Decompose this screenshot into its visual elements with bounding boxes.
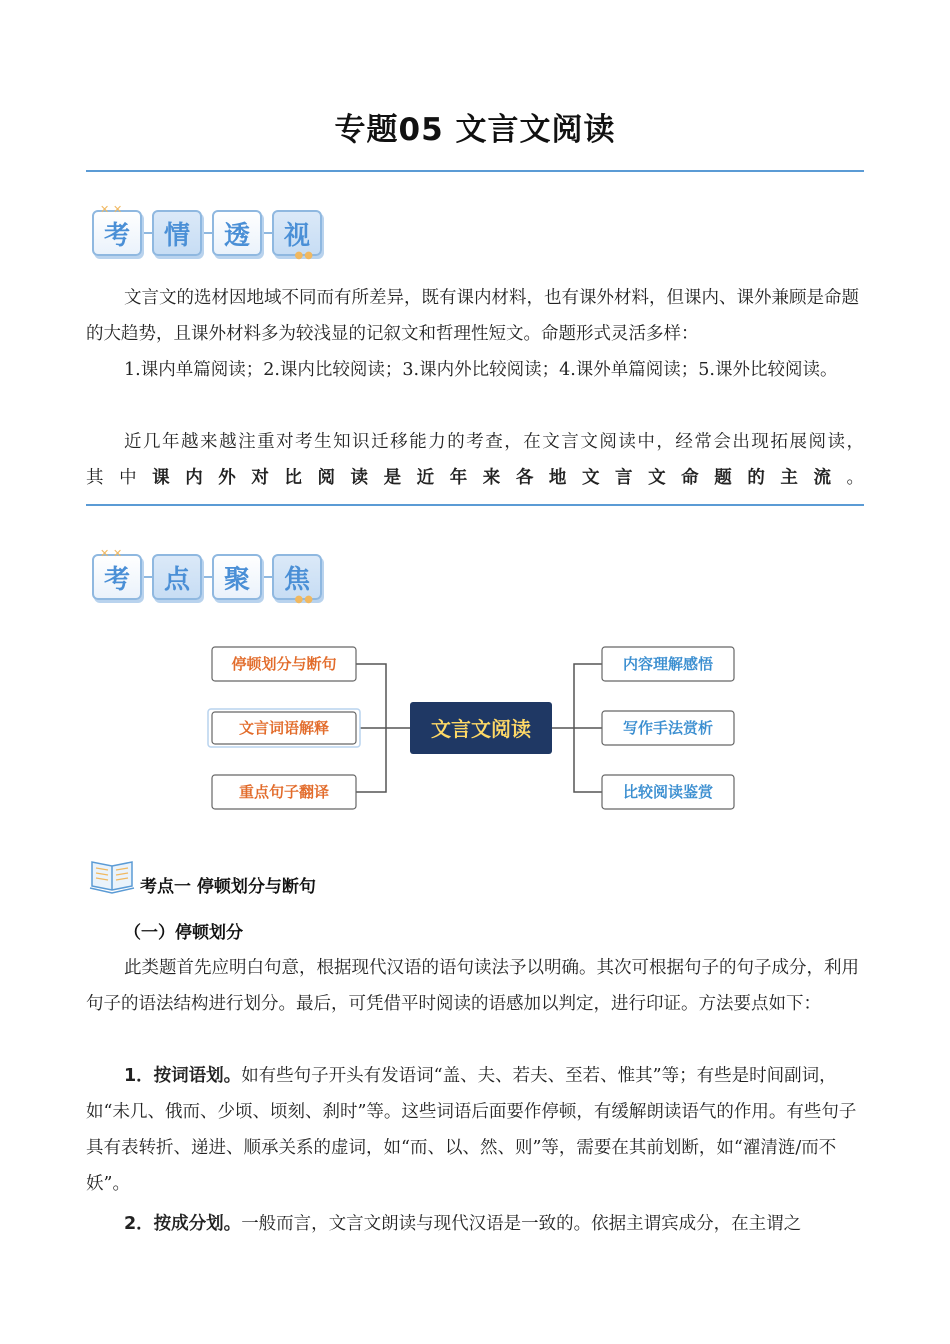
banner-kaodian-jujiao	[92, 547, 322, 605]
title-divider	[86, 170, 864, 172]
page-title: 专题05 文言文阅读	[334, 112, 616, 148]
method-item-1	[86, 1058, 864, 1202]
right-nodes	[602, 647, 734, 809]
mindmap-node-label: 文言词语解释	[238, 719, 330, 737]
sparkle-icon: ✕ ✕	[100, 203, 123, 216]
book-icon	[88, 856, 136, 894]
banner-tile: 透	[212, 210, 262, 256]
dots-icon: ●●	[294, 594, 314, 605]
sparkle-icon: ✕ ✕	[100, 547, 123, 560]
intro-paragraph-2: 1.课内单篇阅读；2.课内比较阅读；3.课内外比较阅读；4.课外单篇阅读；5.课外比较阅读。	[124, 360, 838, 380]
emphasis-text: 课内外对比阅读是近年来各地文言文命题的主流	[152, 468, 847, 488]
banner-kaoqing-toushi	[92, 203, 322, 261]
section-divider	[86, 504, 864, 506]
paragraph-line-emphasis: 其中课内外对比阅读是近年来各地文言文命题的主流。	[86, 468, 865, 488]
mindmap-node-label: 重点句子翻译	[238, 783, 330, 801]
banner-tile: 点	[152, 554, 202, 600]
item-label: 2．按成分划。	[124, 1214, 242, 1234]
kaodian-heading: 考点一 停顿划分与断句	[140, 877, 316, 897]
banner-tile: ✕ ✕ 考	[92, 554, 142, 600]
item-text: 如有些句子开头有发语词“盖、夫、若夫、至若、惟其”等；有些是时间副词，如“未几、俄而、少顷、顷刻、刹时”等。这些词语后面要作停顿，有缓解朗读语气的作用。有些句子具有表转折、递进、顺承关系的虚词，如“而、以、然、则”等，需要在其前划断，如“濯清涟/而不妖”。	[86, 1066, 857, 1194]
paragraph-line: 近几年越来越注重对考生知识迁移能力的考查，在文言文阅读中，经常会出现拓展阅读，	[124, 432, 864, 452]
sub-heading: （一）停顿划分	[124, 923, 243, 943]
banner-tile: 情	[152, 210, 202, 256]
item-label: 1．按词语划。	[124, 1066, 242, 1086]
left-nodes	[208, 647, 360, 809]
method-item-2	[86, 1206, 864, 1242]
center-node	[410, 702, 552, 754]
mindmap-center-label: 文言文阅读	[431, 717, 531, 741]
item-text: 一般而言，文言文朗读与现代汉语是一致的。依据主谓宾成分，在主谓之	[241, 1214, 802, 1234]
banner-tile: ✕ ✕ 考	[92, 210, 142, 256]
mindmap-diagram	[0, 640, 950, 820]
intro-paragraph-3	[86, 424, 864, 496]
banner-tile: 视 ●●	[272, 210, 322, 256]
intro-paragraph-1: 文言文的选材因地域不同而有所差异，既有课内材料，也有课外材料，但课内、课外兼顾是命题的大趋势，且课外材料多为较浅显的记叙文和哲理性短文。命题形式灵活多样：	[86, 288, 859, 344]
mindmap-node-label: 内容理解感悟	[622, 655, 714, 673]
banner-tile: 焦 ●●	[272, 554, 322, 600]
mindmap-node-label: 比较阅读鉴赏	[622, 783, 714, 801]
mindmap-node-label: 停顿划分与断句	[231, 655, 337, 673]
method-paragraph: 此类题首先应明白句意，根据现代汉语的语句读法予以明确。其次可根据句子的句子成分，利用句子的语法结构进行划分。最后，可凭借平时阅读的语感加以判定，进行印证。方法要点如下：	[86, 958, 859, 1014]
dots-icon: ●●	[294, 250, 314, 261]
banner-tile: 聚	[212, 554, 262, 600]
mindmap-node-label: 写作手法赏析	[622, 719, 714, 737]
